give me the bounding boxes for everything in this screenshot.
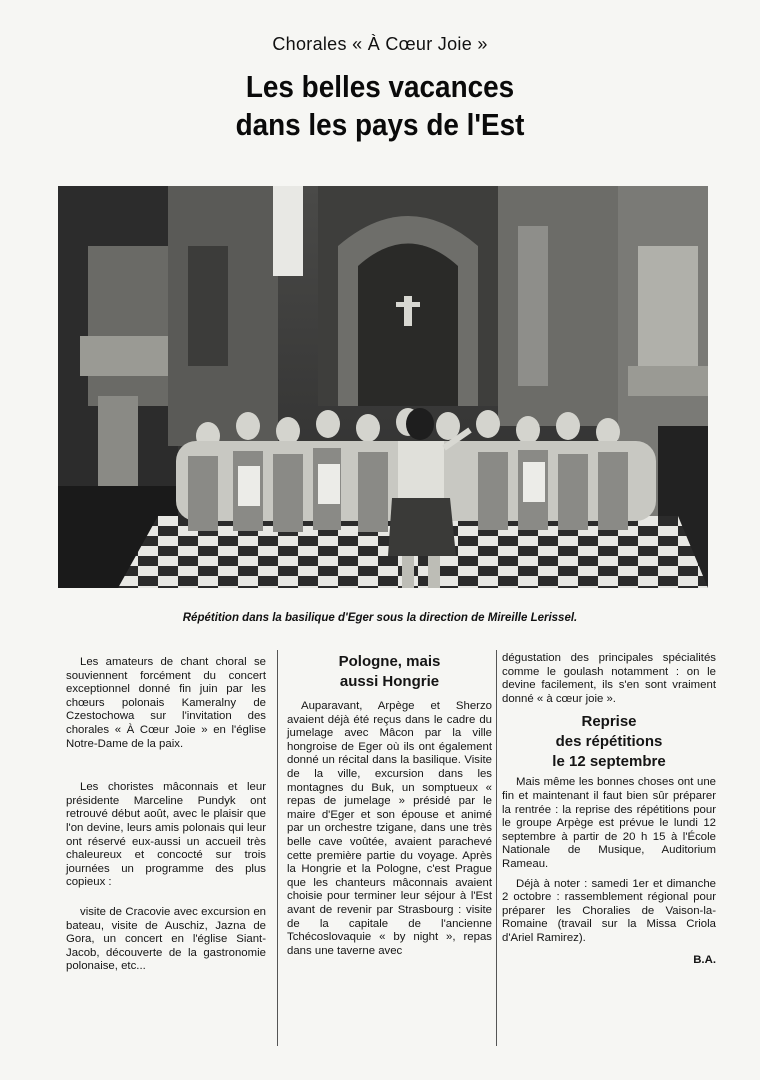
col1-paragraph-1: Les amateurs de chant choral se souviennent forcément du concert exceptionnel donné fin juin par les chœurs polonais Kameralny de Czestochowa sur l'invitation des chorales « À Cœur Joie » en l'église Notre-Dame de la paix. <box>66 656 266 750</box>
article-kicker: Chorales « À Cœur Joie » <box>272 34 488 54</box>
basilica-choir-photo <box>58 186 708 588</box>
article-column-1 <box>66 656 266 974</box>
article-column-3 <box>502 652 716 967</box>
col3-paragraph-2: Déjà à noter : samedi 1er et dimanche 2 octobre : rassemblement régional pour préparer les Choralies de Vaison-la-Romaine (travail sur la Missa Criola d'Ariel Ramirez). <box>502 877 716 944</box>
article-column-2 <box>287 652 492 958</box>
col3-paragraph-0: dégustation des principales spécialités comme le goulash notamment : on le devine facilement, ils s'en sont vraiment donné « à cœur joie ». <box>502 652 716 705</box>
article-headline <box>0 68 760 144</box>
col1-paragraph-2: Les choristes mâconnais et leur présidente Marceline Pundyk ont retrouvé début août, avec le plaisir que l'on devine, leurs amis polonais qui leur ont réservé eux-aussi un accueil très chaleureux et concocté sur trois journées un programme des plus copieux : <box>66 781 266 889</box>
column-divider-2 <box>496 650 497 1046</box>
col1-paragraph-3: visite de Cracovie avec excursion en bateau, visite de Auschiz, Jazna de Gora, un concert en l'église Siant-Jacob, découverte de la gastronomie polonaise, etc... <box>66 905 266 973</box>
col2-subhead-line-1: Pologne, mais <box>338 653 441 670</box>
col3-subhead-line-3: le 12 septembre <box>552 753 666 771</box>
photo-caption: Répétition dans la basilique d'Eger sous la direction de Mireille Lerissel. <box>182 612 578 624</box>
article-signature: B.A. <box>693 953 716 966</box>
col2-subhead-line-2: aussi Hongrie <box>339 673 440 690</box>
col3-subhead-line-1: Reprise <box>581 713 637 731</box>
headline-line-2: dans les pays de l'Est <box>235 107 525 142</box>
col2-paragraph-1: Auparavant, Arpège et Sherzo avaient déjà été reçus dans le cadre du jumelage avec Mâcon par la ville hongroise de Eger où ils ont également donné un récital dans la basilique. Visite de la ville, excursion dans les montagnes du Buk, un somptueux « repas de jumelage » présidé par le maire d'Eger et son épouse et animé par un orchestre tzigane, dans une très belle cave voûtée, avaient parachevé cette première partie du voyage. Après la Hongrie et la Pologne, c'est Prague que les chanteurs mâconnais avaient choisie pour terminer leur séjour à l'Est avant de revenir par Strasbourg : visite de la capitale de l'ancienne Tchécoslovaquie « by night », repas dans une taverne avec <box>287 700 492 957</box>
col3-paragraph-1: Mais même les bonnes choses ont une fin et maintenant il faut bien sûr préparer la rentrée : la reprise des répétitions pour le groupe Arpège est prévue le lundi 12 septembre à partir de 20 h 15 à l'École Nationale de Musique, Auditorium Rameau. <box>502 776 716 870</box>
col3-subhead-line-2: des répétitions <box>555 733 663 751</box>
column-divider-1 <box>277 650 278 1046</box>
headline-line-1: Les belles vacances <box>245 69 515 104</box>
